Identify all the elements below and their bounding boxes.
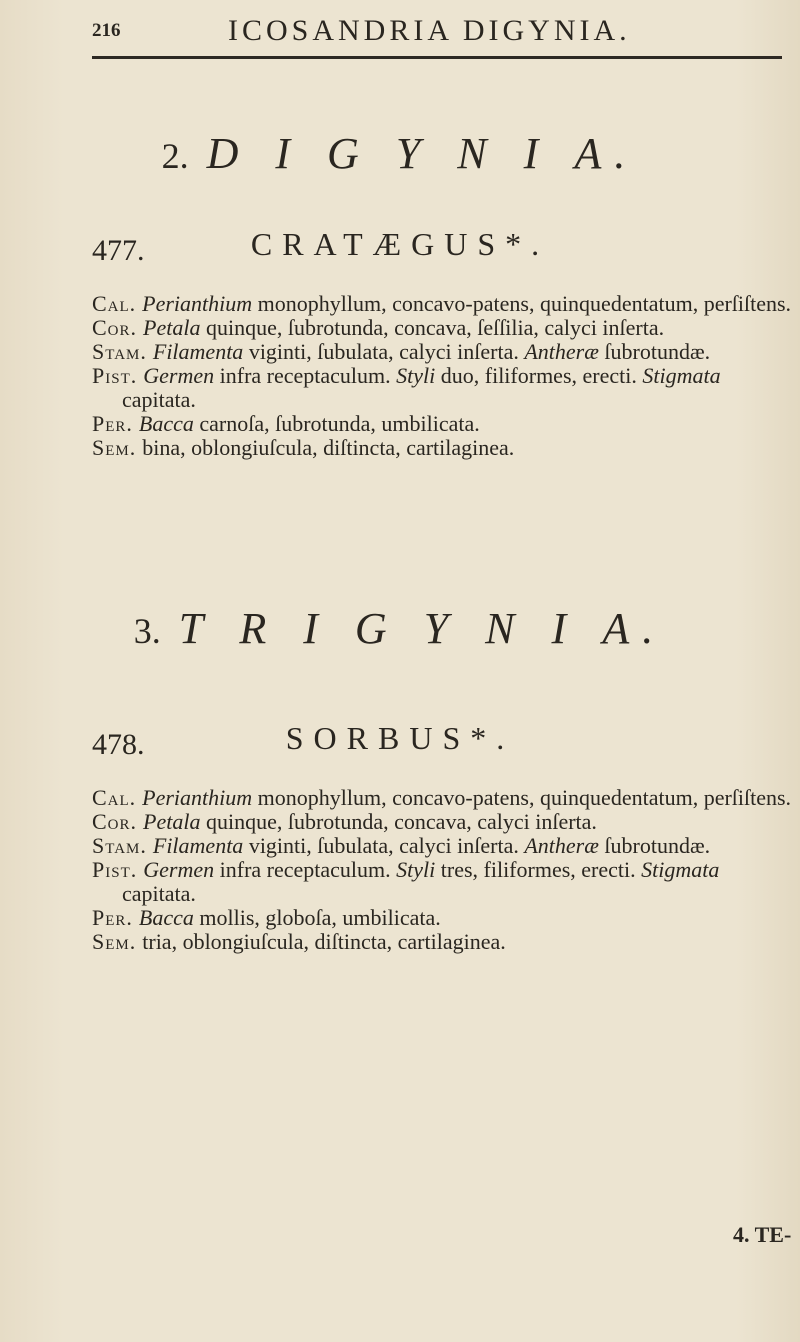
- character-entry: Stam. Filamenta viginti, ſubulata, calyci inſerta. Antheræ ſubrotundæ.: [92, 833, 711, 858]
- genus-heading-crataegus: [0, 226, 800, 266]
- character-entry: Cal. Perianthium monophyllum, concavo-patens, quinquedentatum, perſiſtens.: [92, 785, 792, 810]
- section-name: D I G Y N I A.: [206, 129, 639, 178]
- character-entry: Sem. bina, oblongiuſcula, diſtincta, cartilaginea.: [92, 435, 515, 460]
- section-number: 3.: [133, 611, 161, 651]
- running-title: ICOSANDRIA DIGYNIA.: [228, 14, 631, 47]
- character-entry: Pist. Germen infra receptaculum. Styli duo, filiformes, erecti. Stigmata capitata.: [92, 363, 721, 412]
- character-entry: Per. Bacca carnoſa, ſubrotunda, umbilicata.: [92, 411, 480, 436]
- header-rule: [92, 56, 782, 59]
- genus-number: 478.: [92, 728, 145, 761]
- character-list-crataegus: [92, 292, 792, 460]
- section-title-trigynia: [0, 603, 800, 654]
- character-entry: Stam. Filamenta viginti, ſubulata, calyci inſerta. Antheræ ſubrotundæ.: [92, 339, 711, 364]
- section-number: 2.: [161, 136, 189, 176]
- genus-heading-sorbus: [0, 720, 800, 760]
- character-entry: Sem. tria, oblongiuſcula, diſtincta, cartilaginea.: [92, 929, 506, 954]
- page-number: 216: [92, 20, 121, 41]
- section-title-digynia: [0, 128, 800, 179]
- character-entry: Cor. Petala quinque, ſubrotunda, concava, ſeſſilia, calyci inſerta.: [92, 315, 665, 340]
- section-name: T R I G Y N I A.: [178, 604, 667, 653]
- catchword: 4. TE-: [733, 1222, 792, 1247]
- genus-name: SORBUS*.: [285, 720, 515, 756]
- character-entry: Per. Bacca mollis, globoſa, umbilicata.: [92, 905, 441, 930]
- character-entry: Cor. Petala quinque, ſubrotunda, concava, calyci inſerta.: [92, 809, 597, 834]
- running-head: [0, 14, 800, 54]
- character-entry: Cal. Perianthium monophyllum, concavo-patens, quinquedentatum, perſiſtens.: [92, 291, 792, 316]
- genus-number: 477.: [92, 234, 145, 267]
- genus-name: CRATÆGUS*.: [250, 226, 550, 262]
- character-entry: Pist. Germen infra receptaculum. Styli tres, filiformes, erecti. Stigmata capitata.: [92, 857, 720, 906]
- character-list-sorbus: [92, 786, 792, 954]
